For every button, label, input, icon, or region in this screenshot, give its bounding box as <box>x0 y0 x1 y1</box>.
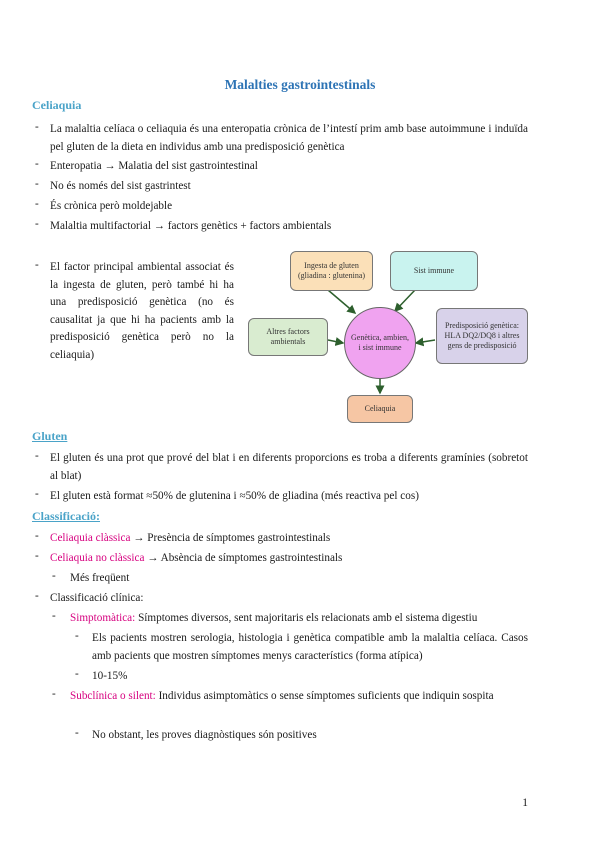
section-heading-gluten: Gluten <box>32 429 68 443</box>
page-number: 1 <box>522 797 528 809</box>
genetic-predisposition-box: Predisposició genètica: HLA DQ2/DQ8 i altres gens de predisposició <box>436 308 528 364</box>
immune-system-box: Sist immune <box>390 251 478 291</box>
celiac-result-box: Celiaquia <box>347 395 413 423</box>
page-title: Malalties gastrointestinals <box>224 77 376 92</box>
environmental-factors-box: Altres factors ambientals <box>248 318 328 356</box>
gluten-intake-box: Ingesta de gluten (gliadina : glutenina) <box>290 251 373 291</box>
section-heading-classificacio: Classificació: <box>32 509 100 523</box>
central-factors-circle: Genètica, ambien, i sist immune <box>344 307 416 379</box>
section-heading-celiaquia: Celiaquia <box>32 98 82 112</box>
celiac-factors-diagram <box>240 245 540 430</box>
